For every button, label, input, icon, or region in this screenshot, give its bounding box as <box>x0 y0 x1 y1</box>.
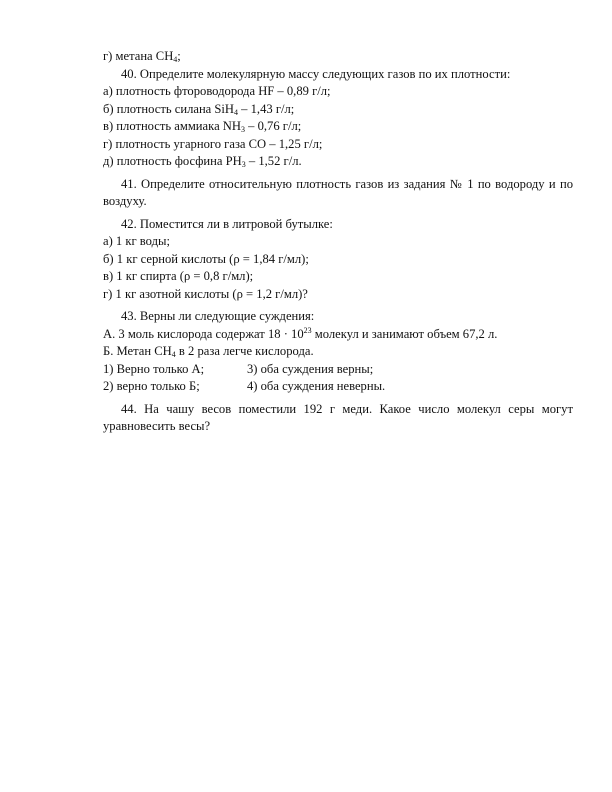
q40-item-b: б) плотность силана SiH$_4$ – 1,43 г/л; <box>103 101 295 117</box>
question-41: 41. Определите относительную плотность газов из задания № 1 по водороду и по воздуху. <box>103 176 573 208</box>
q43-option-1: 1) Верно только А; <box>103 361 205 376</box>
question-40: 40. Определите молекулярную массу следующих газов по их плотности: <box>121 66 511 81</box>
q43-statement-a: А. 3 моль кислорода содержат $18 \cdot 10^{23}$ молекул и занимают объем 67,2 л. <box>103 325 498 341</box>
document-body <box>103 48 573 436</box>
q42-item-c: в) 1 кг спирта (ρ = 0,8 г/мл); <box>103 269 254 283</box>
q43-option-4: 4) оба суждения неверны. <box>247 379 386 393</box>
question-44: 44. На чашу весов поместили 192 г меди. Какое число молекул серы могут уравновесить весы? <box>103 401 573 433</box>
q43-options-row-2 <box>103 378 573 396</box>
question-43: 43. Верны ли следующие суждения: <box>121 309 315 323</box>
methane-line: г) метана $СН_4$; <box>103 49 181 64</box>
q42-item-b: б) 1 кг серной кислоты (ρ = 1,84 г/мл); <box>103 251 309 266</box>
q40-item-a: а) плотность фтороводорода HF – 0,89 г/л; <box>103 84 331 98</box>
q43-options-row-1 <box>103 361 573 379</box>
q40-item-c: в) плотность аммиака $NH_3 - 0,76$ г/л; <box>103 119 302 134</box>
q40-item-e: д) плотность фосфина $РН_3 - 1,52$ г/л. <box>103 154 302 169</box>
q43-statement-b: Б. Метан $СН_4$ в 2 раза легче кислорода. <box>103 344 314 359</box>
q43-option-3: 3) оба суждения верны; <box>247 361 374 376</box>
question-42: 42. Поместится ли в литровой бутылке: <box>121 216 333 231</box>
q42-item-a: а) 1 кг воды; <box>103 234 170 248</box>
q40-item-d: г) плотность угарного газа СО – 1,25 г/л; <box>103 136 323 151</box>
q43-option-2: 2) верно только Б; <box>103 379 200 393</box>
q42-item-d: г) 1 кг азотной кислоты (ρ = 1,2 г/мл)? <box>103 286 308 301</box>
